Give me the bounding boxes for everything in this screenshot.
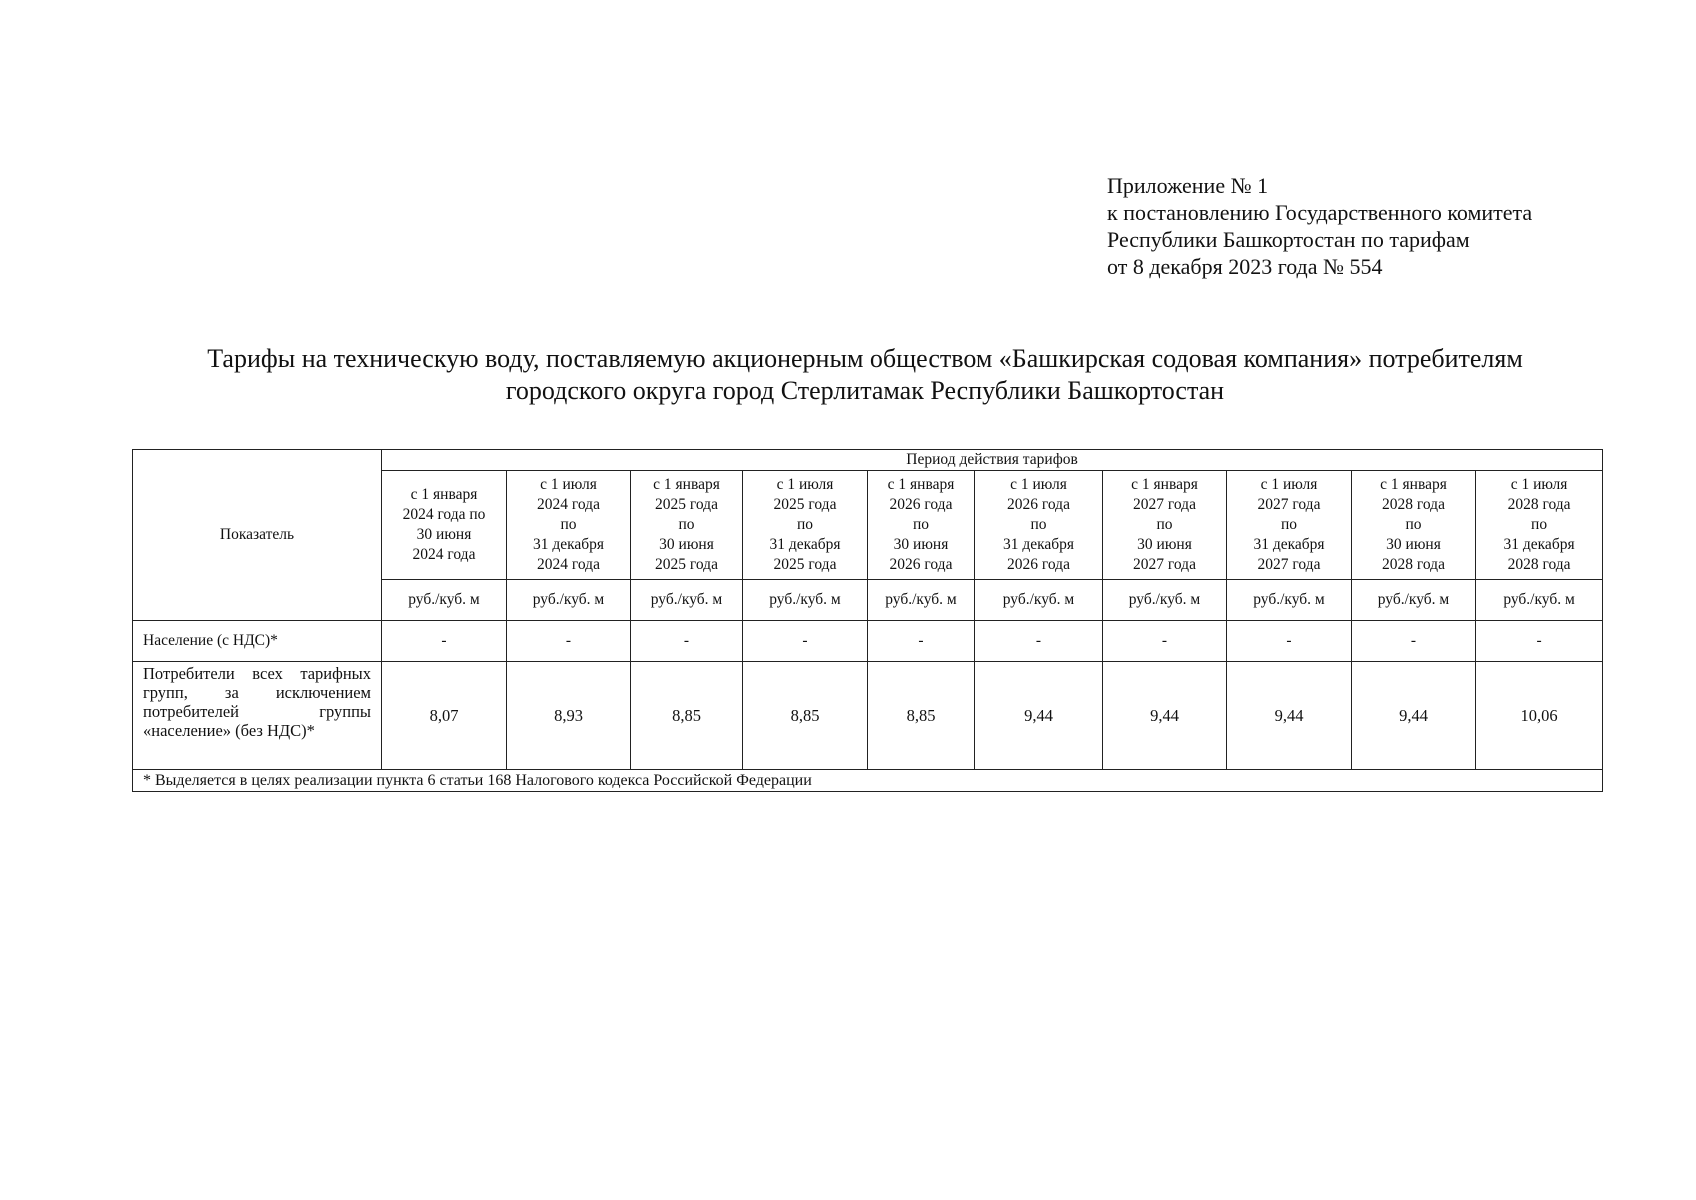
unit-cell: руб./куб. м <box>868 580 975 621</box>
period-line: по <box>678 516 695 533</box>
unit-cell: руб./куб. м <box>507 580 631 621</box>
period-cell <box>1476 471 1603 580</box>
period-line: 30 июня <box>416 526 472 543</box>
value-cell: - <box>743 621 868 662</box>
period-line: с 1 января <box>410 486 478 503</box>
unit-cell: руб./куб. м <box>382 580 507 621</box>
appendix-block <box>1107 172 1532 280</box>
period-line: с 1 июля <box>1010 476 1067 493</box>
period-line: по <box>560 516 577 533</box>
value-cell: - <box>1103 621 1227 662</box>
period-line: 2024 года <box>412 546 476 563</box>
row-label: Население (с НДС)* <box>133 621 382 662</box>
period-line: 2025 года <box>773 496 837 513</box>
period-line: 31 декабря <box>532 536 605 553</box>
value-cell: 8,85 <box>631 662 743 770</box>
period-line: 2028 года <box>1382 496 1445 513</box>
value-cell: 8,07 <box>382 662 507 770</box>
appendix-line: от 8 декабря 2023 года № 554 <box>1107 254 1383 279</box>
period-cell <box>382 471 507 580</box>
document-title <box>100 343 1630 407</box>
value-cell: - <box>868 621 975 662</box>
period-line: 2027 года <box>1133 496 1196 513</box>
value-cell: - <box>1476 621 1603 662</box>
unit-cell: руб./куб. м <box>1352 580 1476 621</box>
period-cell <box>975 471 1103 580</box>
value-cell: 8,85 <box>743 662 868 770</box>
value-cell: - <box>507 621 631 662</box>
period-line: с 1 июля <box>1510 476 1568 493</box>
period-line: 2026 года <box>889 556 953 573</box>
period-line: с 1 января <box>887 476 955 493</box>
period-line: 31 декабря <box>1002 536 1075 553</box>
period-cell <box>1103 471 1227 580</box>
period-line: по <box>1156 516 1173 533</box>
period-line: 2027 года <box>1257 496 1321 513</box>
period-line: по <box>1531 516 1548 533</box>
unit-cell: руб./куб. м <box>1476 580 1603 621</box>
period-line: 30 июня <box>1137 536 1192 553</box>
period-cell <box>507 471 631 580</box>
unit-cell: руб./куб. м <box>631 580 743 621</box>
value-cell: - <box>382 621 507 662</box>
title-line: городского округа город Стерлитамак Республики Башкортостан <box>505 376 1225 405</box>
period-line: с 1 января <box>653 476 720 493</box>
period-line: 2024 года <box>537 556 600 573</box>
period-cell <box>1352 471 1476 580</box>
appendix-line: к постановлению Государственного комитета <box>1107 200 1533 225</box>
row-label: Потребители всех тарифных групп, за исключением потребителей группы «население» (без НДС)* <box>133 662 382 770</box>
appendix-line: Приложение № 1 <box>1107 173 1269 198</box>
period-line: 2025 года <box>655 496 718 513</box>
period-line: по <box>796 516 814 533</box>
period-line: 2024 года по <box>402 506 486 523</box>
period-line: с 1 июля <box>1260 476 1318 493</box>
period-line: с 1 января <box>1380 476 1447 493</box>
period-line: 2025 года <box>655 556 718 573</box>
period-line: 30 июня <box>893 536 949 553</box>
unit-cell: руб./куб. м <box>743 580 868 621</box>
period-header-row <box>133 450 1603 471</box>
period-line: по <box>1280 516 1298 533</box>
period-line: 2025 года <box>773 556 837 573</box>
value-cell: 9,44 <box>1227 662 1352 770</box>
period-line: 30 июня <box>659 536 714 553</box>
value-cell: 9,44 <box>1352 662 1476 770</box>
period-line: по <box>912 516 930 533</box>
unit-cell: руб./куб. м <box>1103 580 1227 621</box>
period-line: 2026 года <box>1007 556 1070 573</box>
value-cell: - <box>1227 621 1352 662</box>
period-cell <box>743 471 868 580</box>
period-line: с 1 июля <box>776 476 834 493</box>
period-cell <box>1227 471 1352 580</box>
value-cell: 10,06 <box>1476 662 1603 770</box>
period-cell <box>631 471 743 580</box>
period-line: 30 июня <box>1386 536 1441 553</box>
period-cell <box>868 471 975 580</box>
tariff-table <box>132 449 1603 792</box>
period-line: с 1 июля <box>540 476 597 493</box>
period-header: Период действия тарифов <box>382 450 1603 471</box>
period-line: 2026 года <box>1007 496 1070 513</box>
period-line: 2027 года <box>1133 556 1196 573</box>
period-line: 2027 года <box>1257 556 1321 573</box>
period-line: 31 декабря <box>1253 536 1325 553</box>
value-cell: 8,85 <box>868 662 975 770</box>
value-cell: 9,44 <box>1103 662 1227 770</box>
footnote-row <box>133 770 1603 792</box>
period-line: 2028 года <box>1507 556 1571 573</box>
period-line: по <box>1030 516 1047 533</box>
value-cell: 9,44 <box>975 662 1103 770</box>
title-line: Тарифы на техническую воду, поставляемую акционерным обществом «Башкирская содовая компания» потребителям <box>207 344 1523 373</box>
period-line: с 1 января <box>1131 476 1198 493</box>
value-cell: - <box>631 621 743 662</box>
period-line: 2028 года <box>1382 556 1445 573</box>
appendix-line: Республики Башкортостан по тарифам <box>1107 227 1470 252</box>
value-cell: - <box>1352 621 1476 662</box>
period-line: по <box>1405 516 1422 533</box>
table-row <box>133 662 1603 770</box>
indicator-header: Показатель <box>133 450 382 621</box>
value-cell: - <box>975 621 1103 662</box>
period-line: 2024 года <box>537 496 600 513</box>
unit-cell: руб./куб. м <box>975 580 1103 621</box>
period-line: 31 декабря <box>769 536 841 553</box>
period-line: 2028 года <box>1507 496 1571 513</box>
table-row <box>133 621 1603 662</box>
unit-cell: руб./куб. м <box>1227 580 1352 621</box>
value-cell: 8,93 <box>507 662 631 770</box>
period-line: 2026 года <box>889 496 953 513</box>
period-line: 31 декабря <box>1503 536 1575 553</box>
footnote: * Выделяется в целях реализации пункта 6 статьи 168 Налогового кодекса Российской Федерации <box>133 770 1603 792</box>
